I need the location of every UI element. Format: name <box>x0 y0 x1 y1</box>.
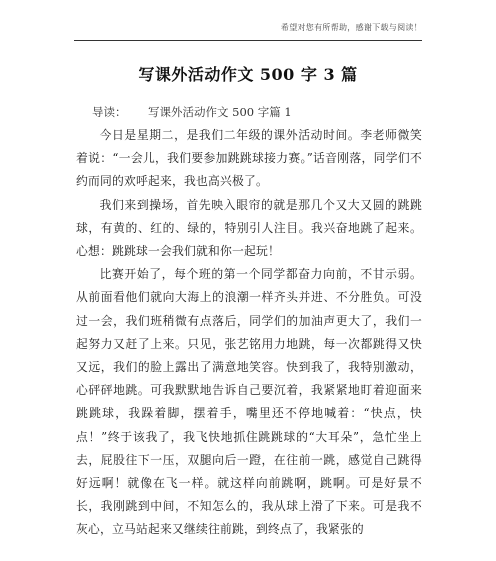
paragraph-1: 今日是星期二，是我们二年级的课外活动时间。李老师微笑着说：“一会儿，我们要参加跳跳球接力赛。”话音刚落，同学们不约而同的欢呼起来，我也高兴极了。 <box>76 128 422 189</box>
document-title: 写课外活动作文 500 字 3 篇 <box>138 65 358 84</box>
header-note: 希望对您有所帮助，感谢下载与阅读！ <box>280 23 422 32</box>
header-divider <box>74 40 422 41</box>
guide-text: 写课外活动作文 500 字篇 1 <box>148 105 292 119</box>
paragraph-3: 比赛开始了，每个班的第一个同学都奋力向前，不甘示弱。从前面看他们就向大海上的浪潮一样齐头并进、不分胜负。可没过一会，我们班稍微有点落后，同学们的加油声更大了，我们一起努力又赶了上来。只见，张艺铭用力地跳，每一次都跳得又快又远，我们的脸上露出了满意地笑容。快到我了，我特别激动，心砰砰地跳。可我默默地告诉自己要沉着，我紧紧地盯着迎面来跳跳球，我跺着脚，摆着手，嘴里还不停地喊着：“快点，快点！”终于该我了，我飞快地抓住跳跳球的“大耳朵”，急忙坐上去，屁股往下一压，双腿向后一蹬，在往前一跳，感觉自己跳得好远啊！就像在飞一样。就这样向前跳啊，跳啊。可是好景不长，我刚跳到中间，不知怎么的，我从球上滑了下来。可是我不灰心，立马站起来又继续往前跳，到终点了，我紧张的 <box>76 267 422 537</box>
guide-line <box>92 104 292 120</box>
paragraph-2: 我们来到操场，首先映入眼帘的就是那几个又大又圆的跳跳球，有黄的、红的、绿的，特别引人注目。我兴奋地跳了起来。心想：跳跳球一会我们就和你一起玩！ <box>76 197 422 259</box>
guide-label: 导读： <box>92 105 127 119</box>
document-body <box>76 124 422 542</box>
